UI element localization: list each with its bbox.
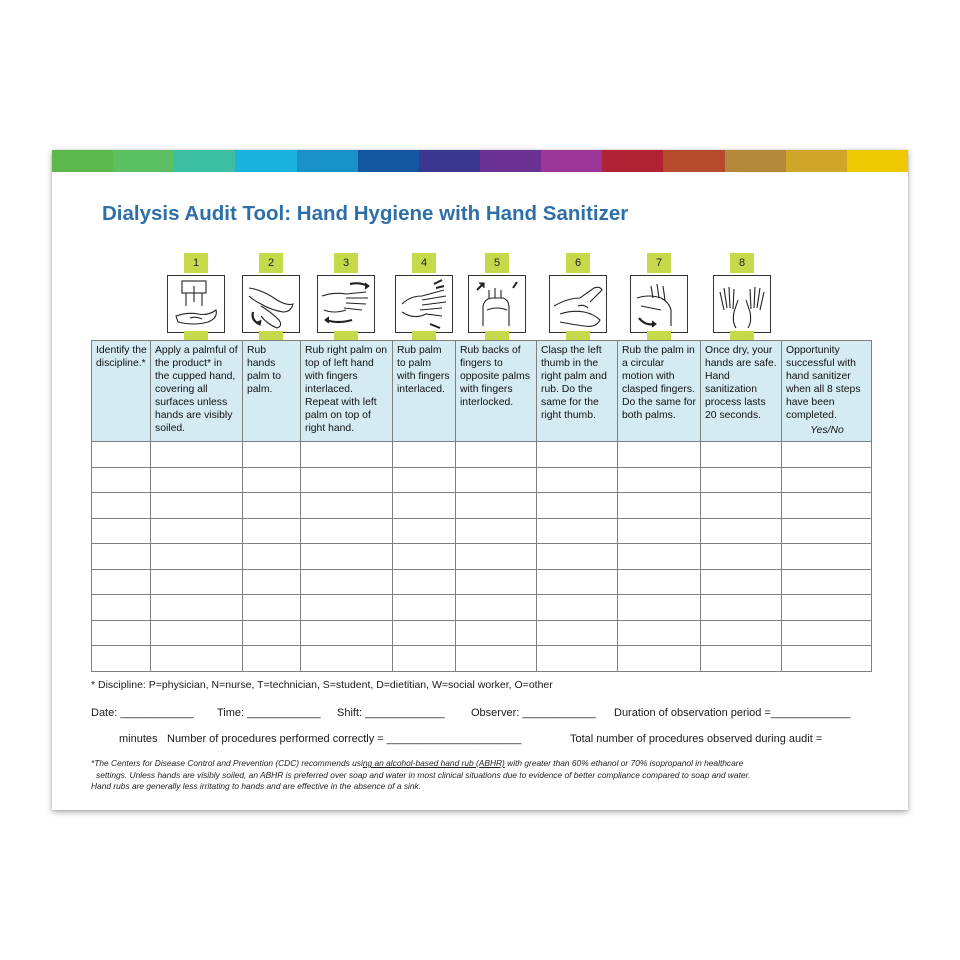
- table-cell[interactable]: [301, 620, 393, 646]
- table-cell[interactable]: [537, 595, 618, 621]
- table-cell[interactable]: [301, 595, 393, 621]
- step-8: [713, 253, 771, 341]
- table-cell[interactable]: [243, 544, 301, 570]
- table-cell[interactable]: [92, 620, 151, 646]
- rub-palms-icon: [242, 275, 300, 333]
- table-cell[interactable]: [92, 467, 151, 493]
- table-cell[interactable]: [701, 467, 782, 493]
- table-cell[interactable]: [701, 442, 782, 468]
- table-cell[interactable]: [456, 595, 537, 621]
- audit-sheet: [52, 150, 908, 810]
- table-cell[interactable]: [301, 442, 393, 468]
- table-cell[interactable]: [151, 467, 243, 493]
- step-number: 3: [334, 253, 358, 273]
- table-cell[interactable]: [456, 442, 537, 468]
- step-number: 5: [485, 253, 509, 273]
- table-row: [92, 467, 872, 493]
- step-number: 8: [730, 253, 754, 273]
- table-cell[interactable]: [782, 620, 872, 646]
- step-2: [242, 253, 300, 341]
- audit-body: [92, 442, 872, 672]
- table-cell[interactable]: [782, 569, 872, 595]
- color-bar: [52, 150, 908, 172]
- footnote-text: *The Centers for Disease Control and Prevention (CDC) recommends usi: [91, 758, 363, 768]
- thumb-rub-icon: [549, 275, 607, 333]
- color-bar-segment: [113, 150, 174, 172]
- step-5: [468, 253, 526, 341]
- table-cell[interactable]: [393, 518, 456, 544]
- footnote-underlined: ng an alcohol-based hand rub (ABHR): [362, 758, 505, 768]
- table-cell[interactable]: [92, 646, 151, 672]
- table-cell[interactable]: [701, 620, 782, 646]
- table-cell[interactable]: [537, 620, 618, 646]
- table-row: [92, 595, 872, 621]
- discipline-note: * Discipline: P=physician, N=nurse, T=technician, S=student, D=dietitian, W=social worker, O=other: [91, 679, 553, 691]
- table-cell[interactable]: [782, 467, 872, 493]
- table-cell[interactable]: [92, 544, 151, 570]
- correct-procedures-field[interactable]: Number of procedures performed correctly = ______________________: [167, 733, 522, 745]
- table-cell[interactable]: [393, 442, 456, 468]
- color-bar-segment: [602, 150, 663, 172]
- steps-row: [52, 253, 908, 341]
- table-cell[interactable]: [92, 595, 151, 621]
- table-cell[interactable]: [618, 518, 701, 544]
- color-bar-segment: [786, 150, 847, 172]
- color-bar-segment: [541, 150, 602, 172]
- step-4: [395, 253, 453, 341]
- table-cell[interactable]: [151, 493, 243, 519]
- footnote-line-2: settings. Unless hands are visibly soiled, an ABHR is preferred over soap and water in most clinical situations due to evidence of better compliance compared to soap and water.: [96, 769, 751, 780]
- table-cell[interactable]: [701, 493, 782, 519]
- step-1: [167, 253, 225, 341]
- time-field[interactable]: Time: ____________: [217, 707, 321, 719]
- table-cell[interactable]: [243, 620, 301, 646]
- table-cell[interactable]: [301, 646, 393, 672]
- minutes-label: minutes: [119, 733, 158, 745]
- header-step-2: Rub hands palm to palm.: [243, 341, 301, 442]
- table-cell[interactable]: [782, 442, 872, 468]
- step-7: [630, 253, 688, 341]
- table-cell[interactable]: [537, 467, 618, 493]
- dry-hands-icon: [713, 275, 771, 333]
- footnote-text: with greater than 60% ethanol or 70% isopropanol in healthcare: [504, 758, 744, 768]
- header-opportunity-text: Opportunity successful with hand sanitizer when all 8 steps have been completed.: [786, 345, 861, 421]
- table-cell[interactable]: [243, 595, 301, 621]
- table-cell[interactable]: [301, 518, 393, 544]
- color-bar-segment: [725, 150, 786, 172]
- fingers-interlaced-icon: [395, 275, 453, 333]
- color-bar-segment: [419, 150, 480, 172]
- date-field[interactable]: Date: ____________: [91, 707, 194, 719]
- table-cell[interactable]: [537, 646, 618, 672]
- table-cell[interactable]: [537, 544, 618, 570]
- circular-palm-icon: [630, 275, 688, 333]
- table-cell[interactable]: [301, 467, 393, 493]
- hand-pump-icon: [167, 275, 225, 333]
- step-number: 1: [184, 253, 208, 273]
- table-cell[interactable]: [243, 646, 301, 672]
- table-cell[interactable]: [456, 493, 537, 519]
- backs-of-fingers-icon: [468, 275, 526, 333]
- footnote-line-1: [91, 758, 881, 770]
- table-cell[interactable]: [618, 620, 701, 646]
- table-cell[interactable]: [537, 493, 618, 519]
- step-6: [549, 253, 607, 341]
- table-row: [92, 518, 872, 544]
- color-bar-segment: [174, 150, 235, 172]
- table-cell[interactable]: [618, 646, 701, 672]
- table-cell[interactable]: [537, 518, 618, 544]
- yes-no-label: Yes/No: [810, 425, 844, 436]
- header-opportunity: [782, 341, 872, 442]
- table-cell[interactable]: [243, 442, 301, 468]
- table-cell[interactable]: [537, 442, 618, 468]
- duration-field[interactable]: Duration of observation period =_____________: [614, 707, 851, 719]
- header-step-5: Rub backs of fingers to opposite palms with fingers interlocked.: [456, 341, 537, 442]
- table-cell[interactable]: [301, 493, 393, 519]
- table-cell[interactable]: [618, 442, 701, 468]
- step-3: [317, 253, 375, 341]
- color-bar-segment: [297, 150, 358, 172]
- color-bar-segment: [358, 150, 419, 172]
- header-row: [92, 341, 872, 442]
- table-cell[interactable]: [701, 646, 782, 672]
- table-cell[interactable]: [782, 646, 872, 672]
- table-cell[interactable]: [393, 620, 456, 646]
- header-step-8: Once dry, your hands are safe. Hand sanitization process lasts 20 seconds.: [701, 341, 782, 442]
- table-cell[interactable]: [618, 467, 701, 493]
- table-cell[interactable]: [151, 646, 243, 672]
- header-discipline: Identify the discipline.*: [92, 341, 151, 442]
- table-cell[interactable]: [393, 569, 456, 595]
- table-cell[interactable]: [243, 569, 301, 595]
- audit-table: [91, 340, 872, 672]
- table-cell[interactable]: [243, 467, 301, 493]
- table-row: [92, 569, 872, 595]
- table-cell[interactable]: [618, 595, 701, 621]
- table-cell[interactable]: [151, 518, 243, 544]
- table-cell[interactable]: [393, 493, 456, 519]
- table-cell[interactable]: [701, 595, 782, 621]
- header-step-4: Rub palm to palm with fingers interlaced.: [393, 341, 456, 442]
- table-cell[interactable]: [393, 467, 456, 493]
- table-cell[interactable]: [701, 518, 782, 544]
- table-row: [92, 544, 872, 570]
- table-cell[interactable]: [782, 544, 872, 570]
- table-cell[interactable]: [782, 518, 872, 544]
- table-cell[interactable]: [701, 569, 782, 595]
- table-row: [92, 442, 872, 468]
- page-title: Dialysis Audit Tool: Hand Hygiene with Hand Sanitizer: [102, 202, 629, 225]
- table-cell[interactable]: [243, 493, 301, 519]
- table-cell[interactable]: [151, 569, 243, 595]
- color-bar-segment: [52, 150, 113, 172]
- header-step-6: Clasp the left thumb in the right palm and rub. Do the same for the right thumb.: [537, 341, 618, 442]
- color-bar-segment: [480, 150, 541, 172]
- header-step-3: Rub right palm on top of left hand with fingers interlaced. Repeat with left palm on top of right hand.: [301, 341, 393, 442]
- table-cell[interactable]: [393, 646, 456, 672]
- color-bar-segment: [235, 150, 296, 172]
- table-cell[interactable]: [92, 518, 151, 544]
- header-step-1: Apply a palmful of the product* in the cupped hand, covering all surfaces unless hands are visibly soiled.: [151, 341, 243, 442]
- color-bar-segment: [847, 150, 908, 172]
- table-cell[interactable]: [92, 493, 151, 519]
- table-cell[interactable]: [151, 544, 243, 570]
- table-cell[interactable]: [151, 595, 243, 621]
- table-cell[interactable]: [301, 544, 393, 570]
- table-cell[interactable]: [456, 544, 537, 570]
- color-bar-segment: [663, 150, 724, 172]
- table-cell[interactable]: [618, 569, 701, 595]
- table-cell[interactable]: [243, 518, 301, 544]
- table-row: [92, 493, 872, 519]
- palm-over-back-icon: [317, 275, 375, 333]
- total-procedures-field[interactable]: Total number of procedures observed during audit =: [570, 733, 823, 745]
- table-row: [92, 620, 872, 646]
- table-cell[interactable]: [537, 569, 618, 595]
- table-cell[interactable]: [456, 620, 537, 646]
- cdc-footnote: [91, 758, 881, 793]
- table-cell[interactable]: [151, 442, 243, 468]
- step-number: 7: [647, 253, 671, 273]
- table-cell[interactable]: [456, 467, 537, 493]
- table-cell[interactable]: [782, 493, 872, 519]
- table-cell[interactable]: [618, 544, 701, 570]
- table-cell[interactable]: [301, 569, 393, 595]
- table-cell[interactable]: [456, 518, 537, 544]
- observer-field[interactable]: Observer: ____________: [471, 707, 596, 719]
- table-cell[interactable]: [701, 544, 782, 570]
- table-cell[interactable]: [92, 569, 151, 595]
- step-number: 6: [566, 253, 590, 273]
- table-cell[interactable]: [92, 442, 151, 468]
- table-cell[interactable]: [456, 569, 537, 595]
- table-cell[interactable]: [393, 595, 456, 621]
- step-number: 4: [412, 253, 436, 273]
- shift-field[interactable]: Shift: _____________: [337, 707, 445, 719]
- table-cell[interactable]: [151, 620, 243, 646]
- table-cell[interactable]: [782, 595, 872, 621]
- table-cell[interactable]: [456, 646, 537, 672]
- table-cell[interactable]: [393, 544, 456, 570]
- header-step-7: Rub the palm in a circular motion with clasped fingers. Do the same for both palms.: [618, 341, 701, 442]
- footnote-line-3: Hand rubs are generally less irritating to hands and are effective in the absence of a sink.: [91, 781, 422, 791]
- table-cell[interactable]: [618, 493, 701, 519]
- table-row: [92, 646, 872, 672]
- step-number: 2: [259, 253, 283, 273]
